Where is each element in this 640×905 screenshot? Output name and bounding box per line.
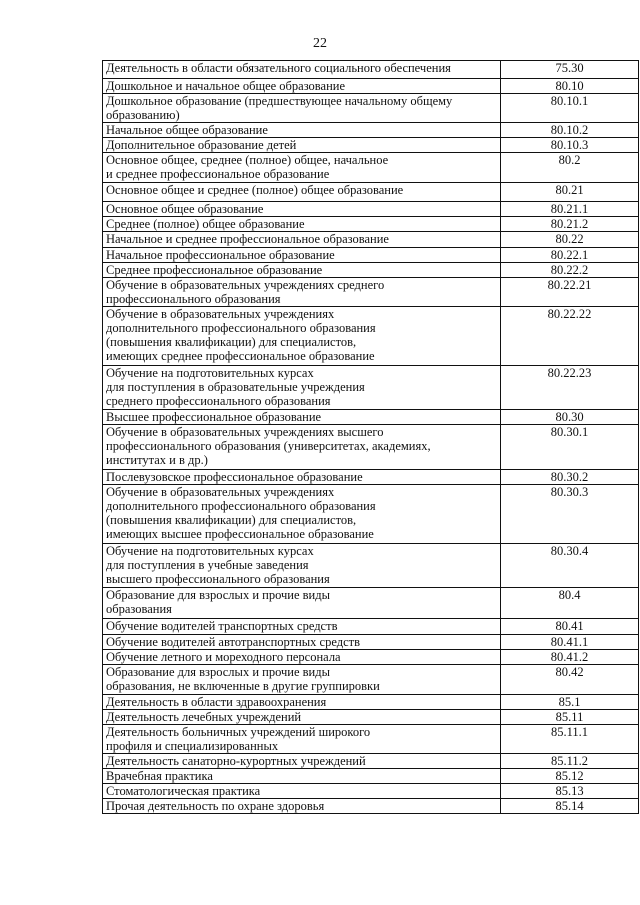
- activity-code-cell: [501, 425, 639, 470]
- activity-name-cell: [103, 725, 501, 754]
- activity-code: 80.30.4: [550, 544, 589, 558]
- activity-name-cell: [103, 695, 501, 710]
- activity-name-cell: [103, 425, 501, 470]
- activity-name-cell: [103, 232, 501, 248]
- activity-name-cell: [103, 588, 501, 619]
- activity-code: 80.30: [555, 410, 584, 424]
- activity-code: 85.11.2: [550, 754, 589, 768]
- activity-code-cell: [501, 79, 639, 94]
- table-row: [103, 710, 639, 725]
- table-row: [103, 799, 639, 814]
- activity-code-cell: [501, 799, 639, 814]
- activity-name-cell: [103, 619, 501, 635]
- activity-code-cell: [501, 410, 639, 425]
- activity-name: Обучение в образовательных учреждениях дополнительного профессионального образования (повышения квалификации) для специалистов, имеющих среднее профессиональное образование: [106, 307, 376, 363]
- activity-code: 80.10.1: [550, 94, 589, 108]
- activity-name: Среднее (полное) общее образование: [106, 217, 305, 231]
- activity-code: 80.21.1: [550, 202, 589, 216]
- activity-name-cell: [103, 248, 501, 263]
- activity-code-cell: [501, 248, 639, 263]
- activity-code: 80.10: [555, 79, 584, 93]
- table-row: [103, 61, 639, 79]
- activity-name-cell: [103, 79, 501, 94]
- table-row: [103, 619, 639, 635]
- activity-code: 85.11: [555, 710, 584, 724]
- table-row: [103, 248, 639, 263]
- table-row: [103, 232, 639, 248]
- table-row: [103, 123, 639, 138]
- table-row: [103, 665, 639, 695]
- activity-code-cell: [501, 61, 639, 79]
- activity-name: Прочая деятельность по охране здоровья: [106, 799, 325, 813]
- activity-code-cell: [501, 366, 639, 410]
- activity-name: Стоматологическая практика: [106, 784, 261, 798]
- table-row: [103, 183, 639, 202]
- activity-name-cell: [103, 307, 501, 366]
- activity-code: 80.41.2: [550, 650, 589, 664]
- table-row: [103, 725, 639, 754]
- activity-code-cell: [501, 183, 639, 202]
- activity-name: Дополнительное образование детей: [106, 138, 297, 152]
- activity-name-cell: [103, 94, 501, 123]
- activity-name: Начальное общее образование: [106, 123, 268, 137]
- table-row: [103, 366, 639, 410]
- table-row: [103, 263, 639, 278]
- activity-name-cell: [103, 183, 501, 202]
- table-row: [103, 138, 639, 153]
- activity-code-cell: [501, 202, 639, 217]
- activity-code: 80.10.2: [550, 123, 589, 137]
- table-row: [103, 470, 639, 485]
- activity-code: 80.22.1: [550, 248, 589, 262]
- activity-name: Деятельность санаторно-курортных учреждений: [106, 754, 366, 768]
- activity-code: 80.30.1: [550, 425, 589, 439]
- activity-code-cell: [501, 94, 639, 123]
- activity-code-cell: [501, 123, 639, 138]
- activity-code-cell: [501, 695, 639, 710]
- activity-code: 80.22.23: [547, 366, 592, 380]
- activity-code-cell: [501, 232, 639, 248]
- activity-code-cell: [501, 588, 639, 619]
- activity-code: 80.41: [555, 619, 584, 633]
- activity-name-cell: [103, 769, 501, 784]
- table-row: [103, 650, 639, 665]
- table-row: [103, 754, 639, 769]
- activity-code: 80.2: [558, 153, 581, 167]
- activity-code-table-body: [103, 61, 639, 814]
- activity-name-cell: [103, 665, 501, 695]
- activity-name: Высшее профессиональное образование: [106, 410, 322, 424]
- table-row: [103, 307, 639, 366]
- activity-code: 80.22.21: [547, 278, 592, 292]
- activity-name: Деятельность больничных учреждений широкого профиля и специализированных: [106, 725, 371, 753]
- activity-code: 80.22.2: [550, 263, 589, 277]
- table-row: [103, 769, 639, 784]
- activity-code-cell: [501, 665, 639, 695]
- activity-code-cell: [501, 138, 639, 153]
- activity-code: 80.21: [555, 183, 584, 197]
- activity-name: Образование для взрослых и прочие виды образования: [106, 588, 330, 616]
- activity-code: 85.1: [558, 695, 581, 709]
- activity-name-cell: [103, 784, 501, 799]
- activity-name-cell: [103, 123, 501, 138]
- activity-name: Обучение в образовательных учреждениях среднего профессионального образования: [106, 278, 385, 306]
- activity-code: 75.30: [555, 61, 584, 75]
- table-row: [103, 79, 639, 94]
- activity-code-cell: [501, 470, 639, 485]
- activity-name-cell: [103, 138, 501, 153]
- activity-code: 85.13: [555, 784, 584, 798]
- activity-name: Обучение водителей транспортных средств: [106, 619, 338, 633]
- activity-name: Деятельность в области здравоохранения: [106, 695, 327, 709]
- activity-name-cell: [103, 366, 501, 410]
- activity-name: Начальное и среднее профессиональное образование: [106, 232, 389, 246]
- activity-name-cell: [103, 650, 501, 665]
- activity-code: 80.30.3: [550, 485, 589, 499]
- activity-code: 85.14: [555, 799, 584, 813]
- activity-name-cell: [103, 278, 501, 307]
- activity-code-cell: [501, 725, 639, 754]
- activity-name: Обучение на подготовительных курсах для поступления в образовательные учреждения среднего профессионального образования: [106, 366, 365, 408]
- activity-name: Обучение летного и мореходного персонала: [106, 650, 341, 664]
- table-row: [103, 425, 639, 470]
- activity-code-cell: [501, 710, 639, 725]
- table-row: [103, 410, 639, 425]
- table-row: [103, 695, 639, 710]
- activity-name-cell: [103, 470, 501, 485]
- activity-name: Обучение водителей автотранспортных средств: [106, 635, 360, 649]
- activity-code: 80.42: [555, 665, 584, 679]
- activity-name-cell: [103, 710, 501, 725]
- activity-name: Дошкольное образование (предшествующее начальному общему образованию): [106, 94, 453, 122]
- activity-code: 80.22.22: [547, 307, 592, 321]
- activity-code-cell: [501, 278, 639, 307]
- activity-code: 80.4: [558, 588, 581, 602]
- activity-code: 80.30.2: [550, 470, 589, 484]
- activity-name-cell: [103, 544, 501, 588]
- activity-code-cell: [501, 263, 639, 278]
- activity-code-cell: [501, 544, 639, 588]
- activity-code: 80.41.1: [550, 635, 589, 649]
- activity-name: Обучение в образовательных учреждениях дополнительного профессионального образования (повышения квалификации) для специалистов, имеющих высшее профессиональное образование: [106, 485, 376, 541]
- table-row: [103, 485, 639, 544]
- activity-name: Обучение в образовательных учреждениях высшего профессионального образования (университетах, академиях, институтах и в др.): [106, 425, 431, 467]
- activity-code: 80.22: [555, 232, 584, 246]
- activity-name-cell: [103, 635, 501, 650]
- activity-name: Обучение на подготовительных курсах для поступления в учебные заведения высшего профессионального образования: [106, 544, 330, 586]
- activity-code-cell: [501, 307, 639, 366]
- activity-code: 85.11.1: [550, 725, 589, 739]
- activity-name: Основное общее, среднее (полное) общее, начальное и среднее профессиональное образование: [106, 153, 389, 181]
- activity-code: 85.12: [555, 769, 584, 783]
- activity-code-cell: [501, 217, 639, 232]
- activity-name: Среднее профессиональное образование: [106, 263, 323, 277]
- activity-name-cell: [103, 202, 501, 217]
- activity-code-cell: [501, 635, 639, 650]
- page-number: 22: [313, 36, 327, 51]
- activity-name: Деятельность лечебных учреждений: [106, 710, 302, 724]
- activity-name-cell: [103, 799, 501, 814]
- activity-name-cell: [103, 153, 501, 183]
- activity-code-cell: [501, 153, 639, 183]
- activity-code-cell: [501, 650, 639, 665]
- activity-code-cell: [501, 485, 639, 544]
- activity-code: 80.10.3: [550, 138, 589, 152]
- activity-name-cell: [103, 754, 501, 769]
- activity-name: Основное общее образование: [106, 202, 264, 216]
- activity-code-table: [102, 60, 639, 814]
- table-row: [103, 278, 639, 307]
- activity-name: Начальное профессиональное образование: [106, 248, 335, 262]
- activity-code: 80.21.2: [550, 217, 589, 231]
- activity-name: Послевузовское профессиональное образование: [106, 470, 363, 484]
- table-row: [103, 588, 639, 619]
- table-row: [103, 94, 639, 123]
- activity-name-cell: [103, 485, 501, 544]
- activity-name-cell: [103, 61, 501, 79]
- table-row: [103, 784, 639, 799]
- table-row: [103, 153, 639, 183]
- activity-name: Основное общее и среднее (полное) общее образование: [106, 183, 404, 197]
- activity-name-cell: [103, 263, 501, 278]
- activity-name: Образование для взрослых и прочие виды образования, не включенные в другие группировки: [106, 665, 380, 693]
- table-row: [103, 635, 639, 650]
- activity-name: Дошкольное и начальное общее образование: [106, 79, 346, 93]
- table-row: [103, 202, 639, 217]
- activity-name: Врачебная практика: [106, 769, 213, 783]
- activity-code-cell: [501, 769, 639, 784]
- table-row: [103, 217, 639, 232]
- activity-name-cell: [103, 217, 501, 232]
- activity-name: Деятельность в области обязательного социального обеспечения: [106, 61, 451, 75]
- activity-name-cell: [103, 410, 501, 425]
- activity-code-cell: [501, 784, 639, 799]
- activity-code-cell: [501, 754, 639, 769]
- table-row: [103, 544, 639, 588]
- activity-code-cell: [501, 619, 639, 635]
